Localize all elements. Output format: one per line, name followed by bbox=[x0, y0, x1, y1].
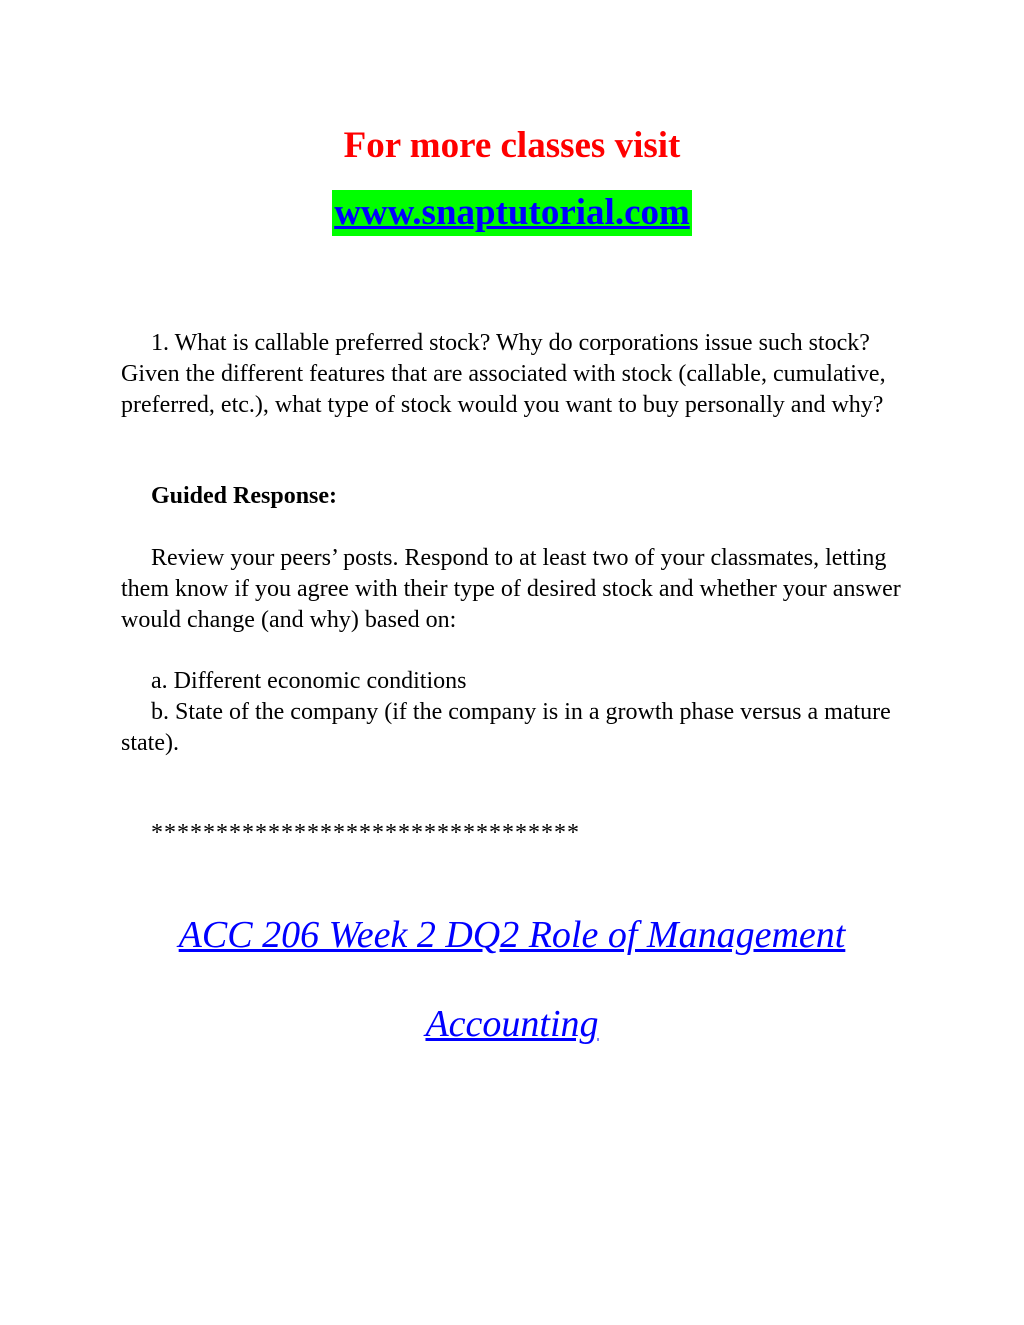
next-course-link-line1-container bbox=[0, 913, 1024, 957]
course-link-line2[interactable]: Accounting bbox=[425, 1003, 599, 1045]
course-link-line1[interactable]: ACC 206 Week 2 DQ2 Role of Management bbox=[178, 914, 846, 956]
option-b: b. State of the company (if the company is in a growth phase versus a mature state). bbox=[121, 699, 891, 756]
asterisk-divider: ********************************* bbox=[151, 820, 580, 846]
snaptutorial-link[interactable]: www.snaptutorial.com bbox=[332, 190, 692, 236]
promo-link-container bbox=[0, 190, 1024, 243]
promo-heading: For more classes visit bbox=[343, 125, 681, 166]
option-a: a. Different economic conditions bbox=[151, 668, 467, 694]
review-instructions: Review your peers’ posts. Respond to at least two of your classmates, letting them know if you agree with their type of desired stock and whether your answer would change (and why) based on: bbox=[121, 545, 901, 633]
guided-response-heading: Guided Response: bbox=[151, 483, 338, 509]
discussion-question: 1. What is callable preferred stock? Why do corporations issue such stock? Given the different features that are associated with stock (callable, cumulative, preferred, etc.), what type of stock would you want to buy personally and why? bbox=[121, 330, 886, 418]
next-course-link-line2-container bbox=[0, 1002, 1024, 1046]
